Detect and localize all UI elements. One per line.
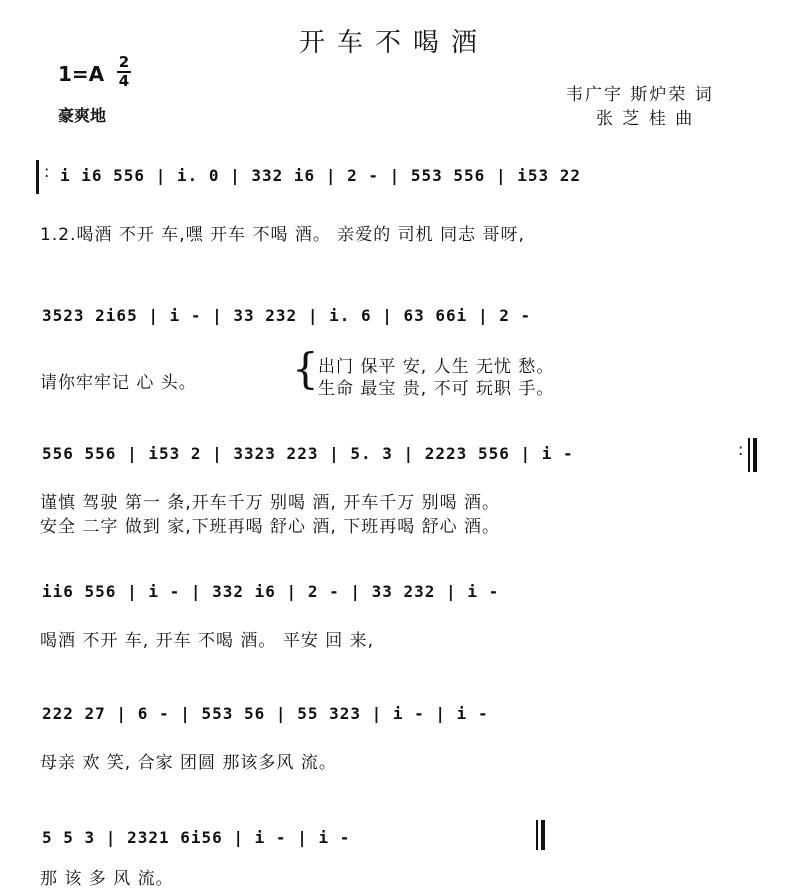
verse-brace: {	[292, 344, 319, 393]
time-signature	[116, 54, 132, 90]
time-signature-bottom: 4	[118, 72, 130, 90]
lyricist-credit: 韦广宇 斯炉荣 词	[566, 85, 714, 105]
notation-row-1: i i6 556 | i. 0 | 332 i6 | 2 - | 553 556 | i53 22	[60, 166, 582, 185]
notation-row-6: 5 5 3 | 2321 6i56 | i - | i -	[42, 828, 351, 847]
repeat-end-dots: :	[738, 440, 744, 459]
notation-row-4: ii6 556 | i - | 332 i6 | 2 - | 33 232 | i -	[42, 582, 500, 601]
final-barline-thin	[536, 820, 538, 850]
lyric-row-5: 母亲 欢 笑, 合家 团圆 那该多风 流。	[40, 753, 337, 773]
time-signature-top: 2	[118, 53, 130, 71]
song-title: 开车不喝酒	[298, 28, 489, 58]
repeat-end-barline-thick	[753, 438, 757, 472]
lyric-row-3-verse-1: 谨慎 驾驶 第一 条,开车千万 别喝 酒, 开车千万 别喝 酒。	[40, 493, 501, 513]
notation-row-3: 556 556 | i53 2 | 3323 223 | 5. 3 | 2223 556 | i -	[42, 444, 574, 463]
repeat-end-barline-thin	[748, 438, 750, 472]
lyric-row-2-verse-2: 生命 最宝 贵, 不可 玩职 手。	[318, 379, 555, 399]
notation-row-5: 222 27 | 6 - | 553 56 | 55 323 | i - | i -	[42, 704, 489, 723]
repeat-start-dots: :	[44, 162, 50, 181]
lyric-row-2-verse-1: 出门 保平 安, 人生 无忧 愁。	[318, 357, 555, 377]
lyric-row-4: 喝酒 不开 车, 开车 不喝 酒。 平安 回 来,	[40, 631, 375, 651]
lyric-row-2: 请你牢牢记 心 头。	[40, 373, 197, 393]
composer-credit: 张 芝 桂 曲	[596, 109, 695, 129]
lyric-row-1: 1.2.喝酒 不开 车,嘿 开车 不喝 酒。 亲爱的 司机 同志 哥呀,	[40, 225, 525, 245]
key-signature: 1=A	[58, 62, 105, 86]
notation-row-2: 3523 2i65 | i - | 33 232 | i. 6 | 63 66i | 2 -	[42, 306, 532, 325]
repeat-start-barline	[36, 160, 39, 194]
tempo-marking: 豪爽地	[58, 106, 107, 125]
final-barline-thick	[541, 820, 545, 850]
lyric-row-6: 那 该 多 风 流。	[40, 869, 174, 889]
lyric-row-3-verse-2: 安全 二字 做到 家,下班再喝 舒心 酒, 下班再喝 舒心 酒。	[40, 517, 501, 537]
